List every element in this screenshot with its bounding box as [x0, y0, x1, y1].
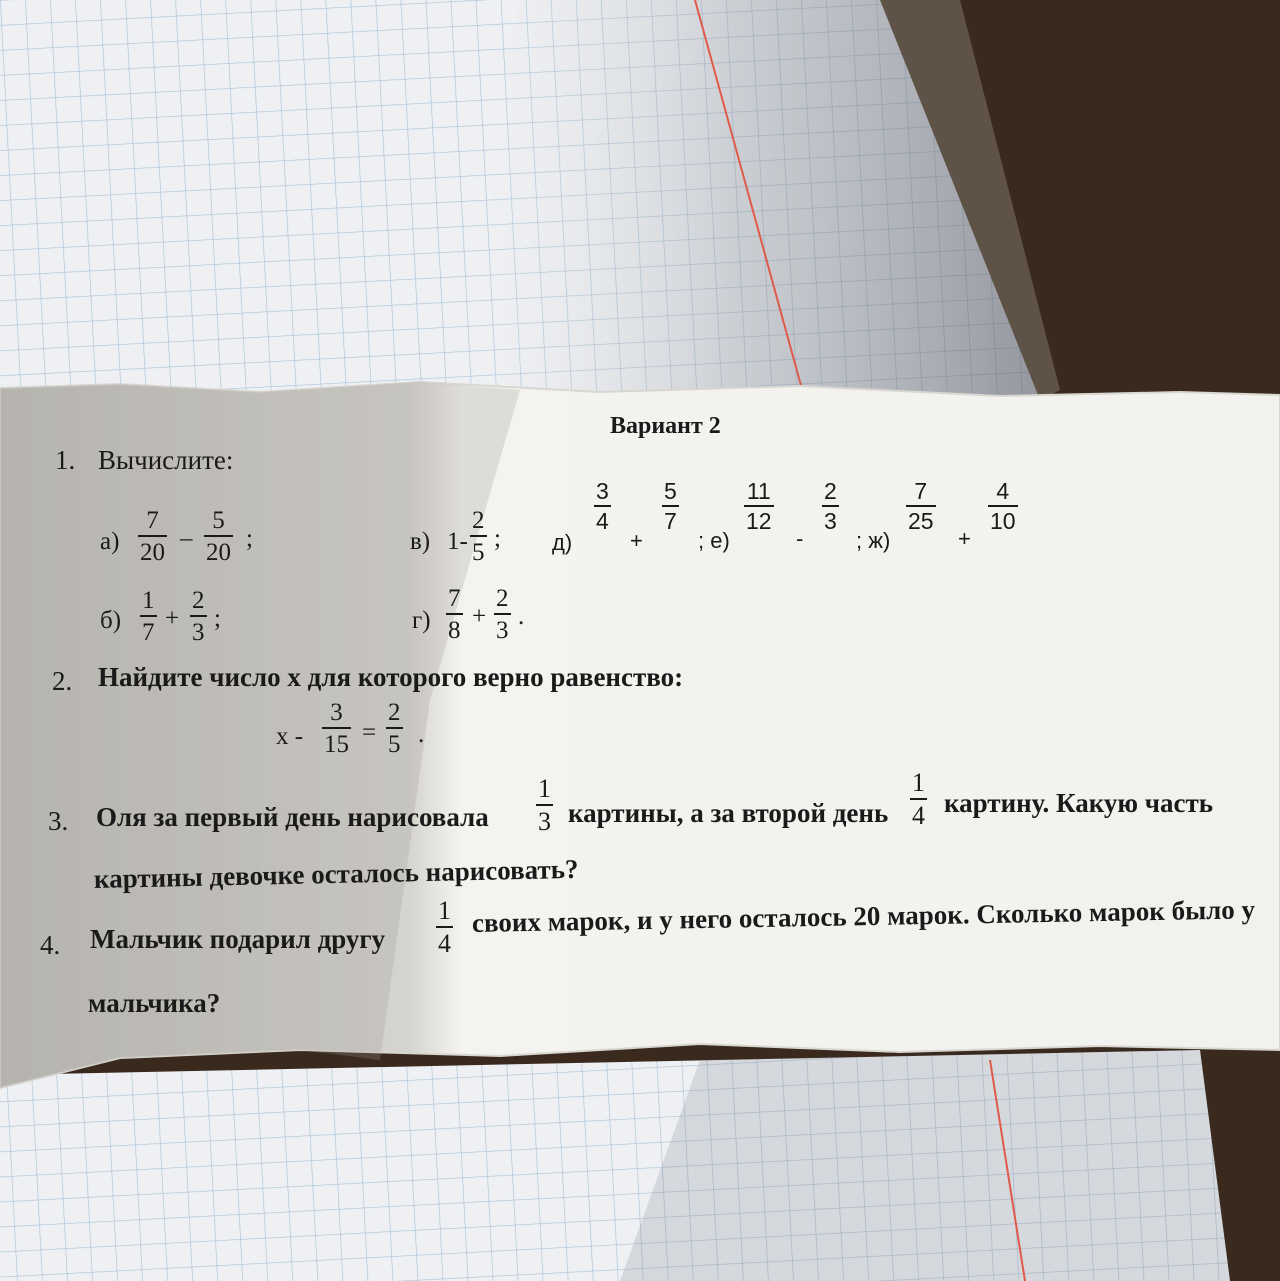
task1d-fraction-2: 5 7: [664, 478, 677, 534]
task1d-label: д): [552, 530, 573, 555]
task3-text-part2: картины, а за второй день: [568, 798, 889, 828]
task2-end: .: [418, 721, 425, 748]
task2-equals: =: [362, 719, 377, 746]
task1e-fraction-2: 2 3: [824, 478, 837, 534]
task1v-label: в): [410, 528, 431, 555]
task1v-fraction: 2 5: [472, 507, 485, 566]
task1a-operator: –: [180, 525, 193, 552]
task1d-fraction-1: 3 4: [596, 478, 609, 534]
task1zh-fraction-1: 7 25: [908, 478, 934, 534]
task3-fraction-2: 1 4: [912, 768, 925, 830]
task1g-fraction-2: 2 3: [496, 585, 509, 644]
task1e-label: ; е): [698, 528, 730, 553]
task1d-operator: +: [630, 528, 643, 553]
task3-text-line2: картины девочке осталось нарисовать?: [93, 853, 579, 894]
task1b-fraction-1: 1 7: [142, 587, 155, 646]
task1v-end: ;: [494, 525, 501, 552]
task1b-operator: +: [165, 605, 180, 632]
task3-text-part1: Оля за первый день нарисовала: [96, 802, 489, 832]
task2-fraction-2: 2 5: [388, 699, 401, 758]
task4-text-part1: Мальчик подарил другу: [90, 924, 386, 954]
task1-number: 1.: [55, 445, 76, 475]
task1e-fraction-1: 11 12: [746, 478, 772, 534]
task4-text-line2: мальчика?: [88, 988, 221, 1018]
task1g-operator: +: [472, 603, 487, 630]
task4-text-part2: своих марок, и у него осталось 20 марок. Сколько марок было у: [471, 894, 1256, 938]
task1v-prefix: 1-: [447, 528, 468, 555]
task2-fraction-1: 3 15: [324, 699, 349, 758]
task1zh-label: ; ж): [856, 528, 891, 553]
variant-title: Вариант 2: [610, 413, 721, 439]
task3-number: 3.: [48, 806, 69, 836]
task4-fraction: 1 4: [438, 896, 451, 958]
task1g-label: г): [412, 607, 431, 634]
task1zh-fraction-2: 4 10: [990, 478, 1016, 534]
task1e-operator: -: [796, 526, 804, 551]
task1a-label: а): [100, 528, 120, 555]
task1b-label: б): [100, 607, 122, 634]
task1zh-operator: +: [958, 526, 971, 551]
task3-text-part3: картину. Какую часть: [944, 788, 1214, 818]
task1b-fraction-2: 2 3: [192, 587, 205, 646]
task1a-fraction-2: 5 20: [206, 507, 231, 566]
task1-text: Вычислите:: [98, 445, 234, 475]
task3-fraction-1: 1 3: [538, 774, 551, 836]
task2-x: х -: [276, 723, 304, 750]
task2-number: 2.: [52, 666, 73, 696]
task1g-end: .: [518, 603, 525, 630]
task1b-end: ;: [214, 605, 221, 632]
task1g-fraction-1: 7 8: [448, 585, 461, 644]
task1a-fraction-1: 7 20: [140, 507, 165, 566]
task1a-end: ;: [246, 525, 253, 552]
task4-number: 4.: [40, 930, 61, 960]
task2-text: Найдите число х для которого верно равенство:: [98, 662, 684, 692]
